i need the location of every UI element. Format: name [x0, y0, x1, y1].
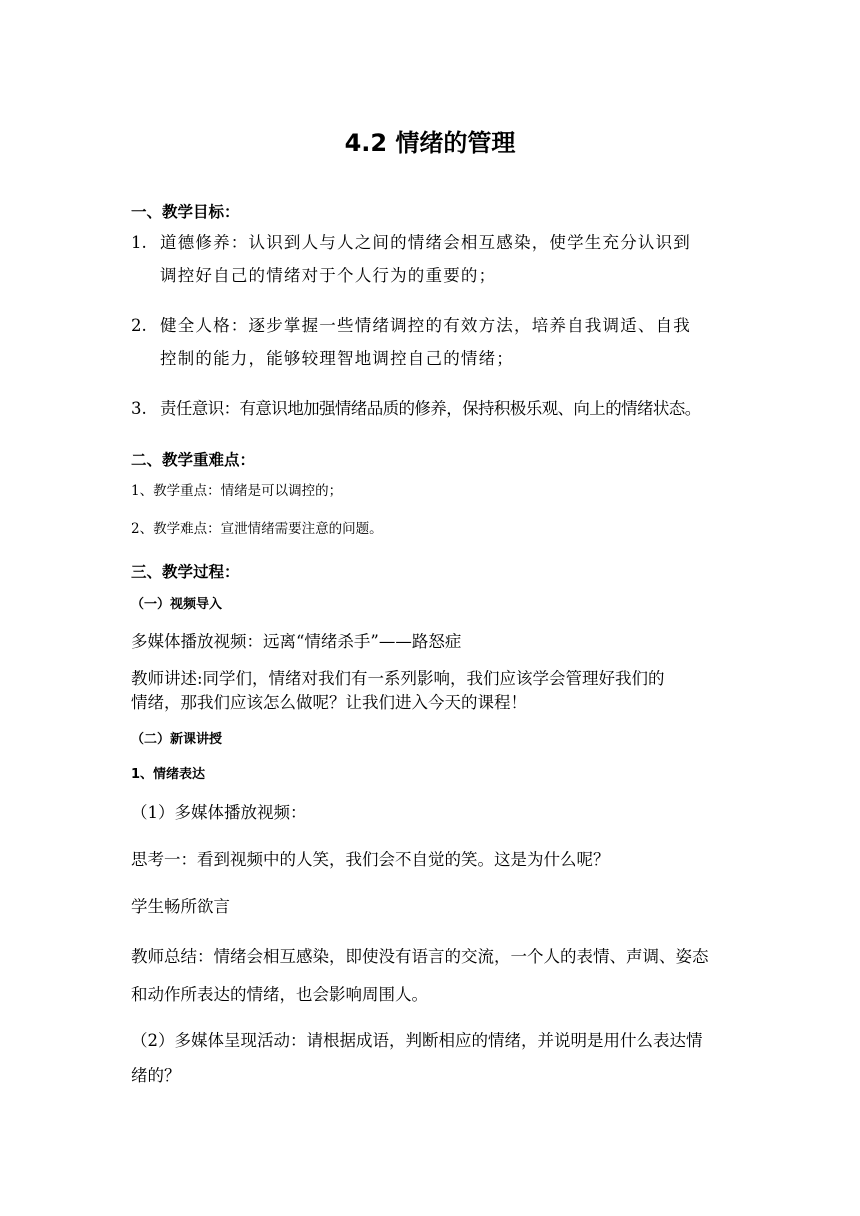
paragraph: （1）多媒体播放视频：: [131, 803, 307, 822]
section-heading-objectives: 一、教学目标：: [131, 203, 240, 221]
topic-heading-emotion-expression: 1、情绪表达: [131, 767, 206, 782]
list-item-text-continued: 调控好自己的情绪对于个人行为的重要的；: [160, 266, 497, 285]
paragraph: （2）多媒体呈现活动：请根据成语，判断相应的情绪，并说明是用什么表达情: [131, 1031, 703, 1050]
list-item-number: 3.: [131, 399, 147, 418]
paragraph: 思考一：看到视频中的人笑，我们会不自觉的笑。这是为什么呢？: [131, 850, 610, 869]
paragraph-continued: 绪的？: [131, 1066, 181, 1085]
key-point-item: 1、教学重点：情绪是可以调控的；: [131, 483, 343, 499]
list-item-text: 健全人格：逐步掌握一些情绪调控的有效方法，培养自我调适、自我: [160, 316, 691, 335]
list-item-text: 责任意识：有意识地加强情绪品质的修养，保持积极乐观、向上的情绪状态。: [160, 399, 701, 418]
paragraph: 多媒体播放视频：远离“情绪杀手”——路怒症: [131, 632, 462, 651]
section-heading-process: 三、教学过程：: [131, 563, 240, 581]
list-item-text-continued: 控制的能力，能够较理智地调控自己的情绪；: [160, 349, 514, 368]
list-item-number: 1.: [131, 233, 147, 252]
section-heading-key-points: 二、教学重难点：: [131, 451, 256, 469]
list-item-number: 2.: [131, 316, 147, 335]
paragraph-continued: 和动作所表达的情绪，也会影响周围人。: [131, 985, 428, 1004]
list-item-text: 道德修养：认识到人与人之间的情绪会相互感染，使学生充分认识到: [160, 233, 691, 252]
paragraph: 教师总结：情绪会相互感染，即使没有语言的交流，一个人的表情、声调、姿态: [131, 947, 709, 966]
difficult-point-item: 2、教学难点：宣泄情绪需要注意的问题。: [131, 521, 383, 537]
paragraph: 教师讲述:同学们，情绪对我们有一系列影响，我们应该学会管理好我们的: [131, 669, 665, 688]
subsection-heading-video-intro: （一）视频导入: [131, 597, 223, 612]
document-title: 4.2 情绪的管理: [344, 129, 516, 157]
paragraph-continued: 情绪，那我们应该怎么做呢？让我们进入今天的课程！: [131, 693, 527, 712]
paragraph: 学生畅所欲言: [131, 897, 230, 916]
subsection-heading-new-lesson: （二）新课讲授: [131, 732, 223, 747]
